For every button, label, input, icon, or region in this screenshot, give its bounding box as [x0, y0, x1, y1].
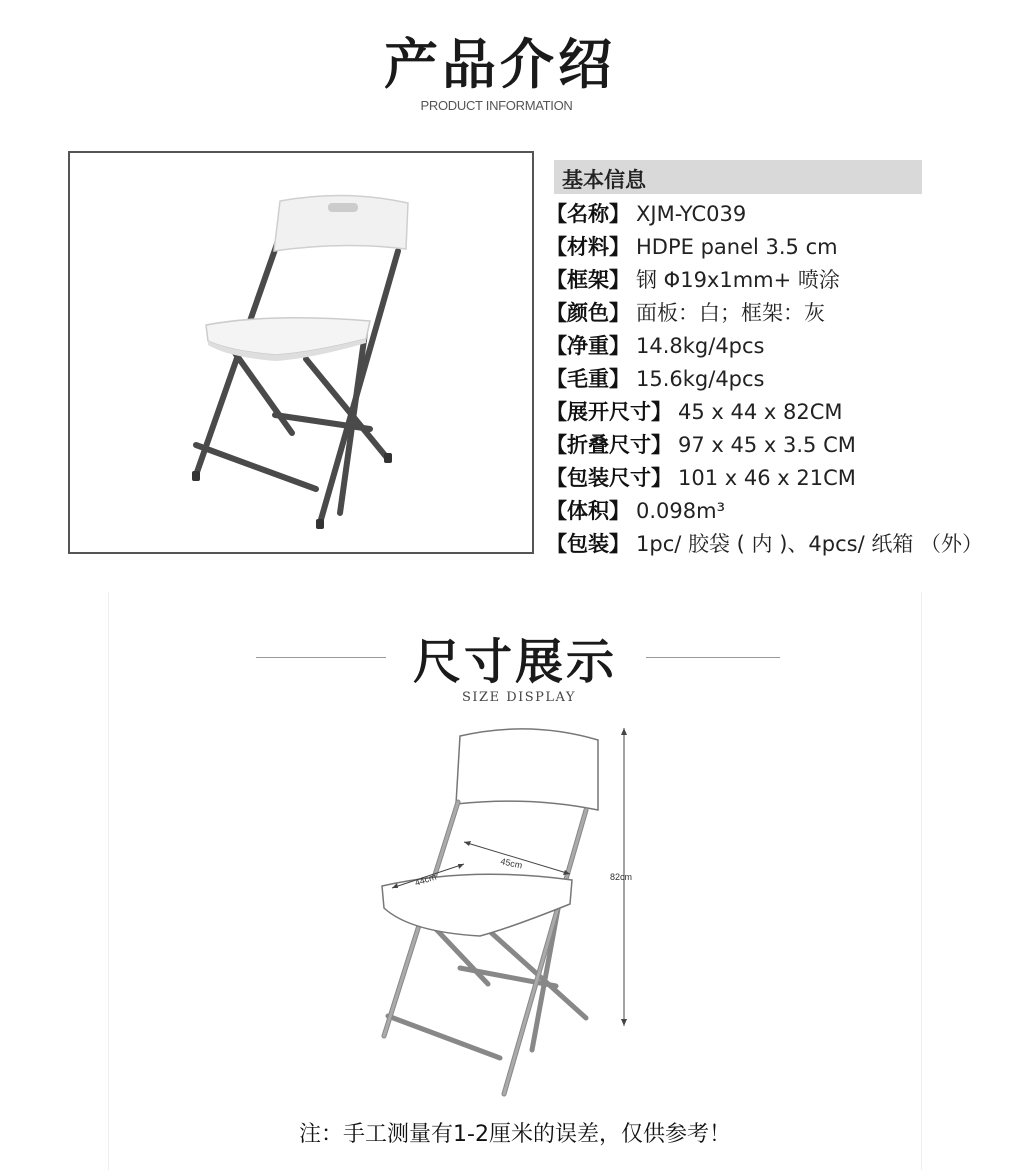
- info-row-packing: [546, 528, 983, 561]
- size-display-subtitle: SIZE DISPLAY: [462, 690, 576, 705]
- info-label: 【净重】: [546, 334, 630, 358]
- info-label: 【折叠尺寸】: [546, 433, 672, 457]
- info-value: 钢 Φ19x1mm+ 喷涂: [636, 268, 840, 292]
- size-display-title: 尺寸展示: [412, 634, 617, 690]
- info-value: 45 x 44 x 82CM: [678, 400, 843, 424]
- info-label: 【毛重】: [546, 367, 630, 391]
- info-value: 97 x 45 x 3.5 CM: [678, 433, 856, 457]
- info-row-name: [546, 198, 983, 231]
- info-label: 【颜色】: [546, 301, 630, 325]
- info-row-material: [546, 231, 983, 264]
- info-label: 【包装尺寸】: [546, 466, 672, 490]
- chair-line-drawing: [382, 729, 598, 1094]
- width-dimension-label: 45cm: [499, 856, 524, 871]
- info-label: 【框架】: [546, 268, 630, 292]
- info-row-folded-size: [546, 429, 983, 462]
- info-row-color: [546, 297, 983, 330]
- chair-dimension-drawing: [360, 718, 660, 1106]
- info-value: 面板：白；框架：灰: [636, 301, 825, 325]
- info-value: 101 x 46 x 21CM: [678, 466, 856, 490]
- info-label: 【包装】: [546, 532, 630, 556]
- info-value: 1pc/ 胶袋 ( 内 )、4pcs/ 纸箱 （外）: [636, 532, 984, 556]
- info-row-volume: [546, 495, 983, 528]
- product-photo-frame: [68, 151, 534, 554]
- info-value: 0.098m³: [636, 499, 725, 523]
- basic-info-heading: 基本信息: [562, 168, 646, 192]
- measurement-note: 注：手工测量有1-2厘米的误差，仅供参考！: [299, 1122, 731, 1147]
- info-label: 【材料】: [546, 235, 630, 259]
- page-title: 产品介绍: [384, 32, 616, 96]
- info-row-gross-weight: [546, 363, 983, 396]
- basic-info-list: [546, 198, 983, 561]
- page-subtitle: PRODUCT INFORMATION: [420, 98, 573, 113]
- info-row-frame: [546, 264, 983, 297]
- info-row-unfolded-size: [546, 396, 983, 429]
- info-row-net-weight: [546, 330, 983, 363]
- info-value: 14.8kg/4pcs: [636, 334, 765, 358]
- info-row-package-size: [546, 462, 983, 495]
- info-label: 【名称】: [546, 202, 630, 226]
- height-dimension-label: 82cm: [610, 872, 633, 882]
- info-value: 15.6kg/4pcs: [636, 367, 765, 391]
- info-value: HDPE panel 3.5 cm: [636, 235, 838, 259]
- depth-dimension-label: 44cm: [413, 871, 438, 888]
- info-label: 【体积】: [546, 499, 630, 523]
- info-label: 【展开尺寸】: [546, 400, 672, 424]
- folding-chair-photo: [70, 153, 532, 552]
- basic-info-header: [554, 160, 922, 194]
- info-value: XJM-YC039: [636, 202, 747, 226]
